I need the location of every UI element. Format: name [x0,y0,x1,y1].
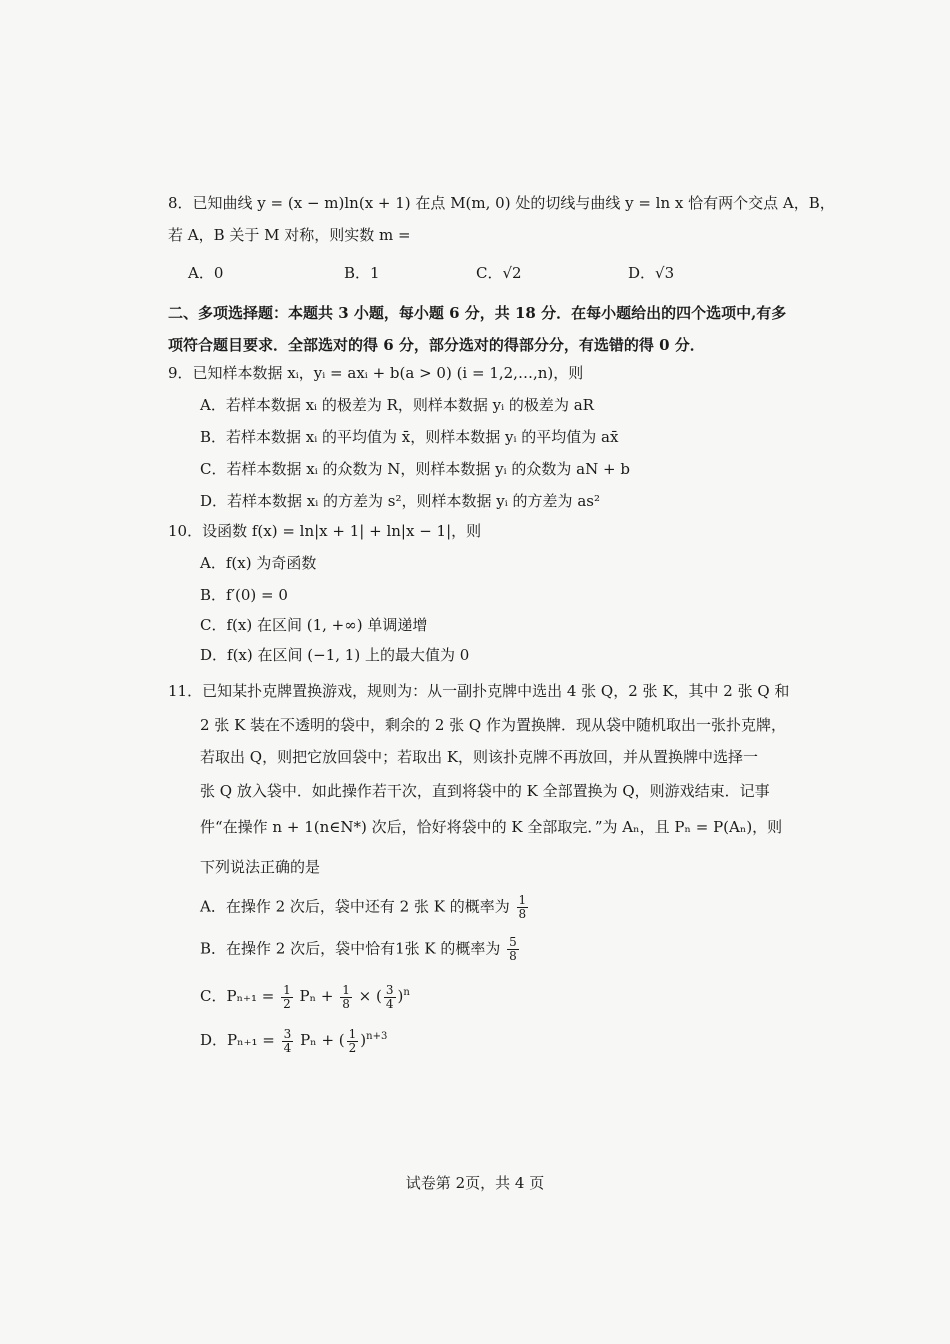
fraction-numerator: 1 [348,1026,357,1041]
q8-option-a: A．0 [188,264,224,282]
q11-option-d-lhs: D．Pₙ₊₁ = [200,1031,275,1049]
q8-stem-line2: 若 A，B 关于 M 对称，则实数 m = [168,226,411,244]
q11-option-c-fraction-1 [281,984,293,1011]
q11-option-d-exponent: n+3 [366,1031,388,1042]
q11-stem-line1: 11．已知某扑克牌置换游戏，规则为：从一副扑克牌中选出 4 张 Q，2 张 K，其中 2 张 Q 和 [168,682,790,700]
q9-option-c: C．若样本数据 xᵢ 的众数为 N，则样本数据 yᵢ 的众数为 aN + b [200,460,630,478]
q11-stem-line3: 若取出 Q，则把它放回袋中；若取出 K，则该扑克牌不再放回，并从置换牌中选择一 [200,748,759,766]
q9-stem: 9．已知样本数据 xᵢ，yᵢ = axᵢ + b(a > 0) (i = 1,2,…,n)，则 [168,364,584,382]
q9-option-a: A．若样本数据 xᵢ 的极差为 R，则样本数据 yᵢ 的极差为 aR [200,396,594,414]
q11-option-c-fraction-3 [384,984,396,1011]
q9-option-b: B．若样本数据 xᵢ 的平均值为 x̄，则样本数据 yᵢ 的平均值为 ax̄ [200,428,619,446]
fraction-denominator: 2 [348,1040,357,1055]
fraction-numerator: 3 [385,982,394,997]
fraction-numerator: 5 [509,935,517,949]
q11-stem-line6: 下列说法正确的是 [200,858,321,876]
q11-stem-line4: 张 Q 放入袋中．如此操作若干次，直到将袋中的 K 全部置换为 Q，则游戏结束．记事 [200,782,770,800]
q8-option-b: B．1 [344,264,380,282]
q11-stem-line2: 2 张 K 装在不透明的袋中，剩余的 2 张 Q 作为置换牌．现从袋中随机取出一张扑克牌， [200,716,786,734]
q10-option-c: C．f(x) 在区间 (1, +∞) 单调递增 [200,616,428,634]
q11-option-c-times: × ( [358,987,382,1005]
fraction-numerator: 1 [283,982,291,997]
fraction-denominator: 8 [509,949,517,963]
q11-option-a-fraction [517,894,529,921]
q8-option-d: D．√3 [628,264,675,282]
q11-option-c-lhs: C．Pₙ₊₁ = [200,987,275,1005]
q11-option-d-mid: Pₙ + ( [300,1031,345,1049]
q11-option-d-fraction-2 [347,1028,359,1055]
q11-option-c-mid: Pₙ + [299,987,334,1005]
q8-stem-line1: 8．已知曲线 y = (x − m)ln(x + 1) 在点 M(m, 0) 处的切线与曲线 y = ln x 恰有两个交点 A，B， [168,194,835,212]
fraction-denominator: 4 [283,1040,292,1055]
q11-stem-line5: 件“在操作 n + 1(n∈N*) 次后，恰好将袋中的 K 全部取完．”为 Aₙ，且 Pₙ = P(Aₙ)，则 [200,818,783,836]
q10-stem: 10．设函数 f(x) = ln|x + 1| + ln|x − 1|，则 [168,522,482,540]
q11-option-c-exponent: n [403,987,410,998]
q11-option-a [200,894,530,921]
q11-option-b-fraction [507,936,519,963]
q10-option-d: D．f(x) 在区间 (−1, 1) 上的最大值为 0 [200,646,470,664]
fraction-denominator: 8 [518,907,527,921]
q11-option-b-text: B．在操作 2 次后，袋中恰有1张 K 的概率为 [200,939,501,958]
section2-heading-line2: 项符合题目要求．全部选对的得 6 分，部分选对的得部分分，有选错的得 0 分． [168,336,705,354]
q11-option-a-text: A．在操作 2 次后，袋中还有 2 张 K 的概率为 [200,897,510,916]
q10-option-b: B．f′(0) = 0 [200,586,288,604]
q9-option-d: D．若样本数据 xᵢ 的方差为 s²，则样本数据 yᵢ 的方差为 as² [200,492,600,510]
fraction-numerator: 3 [283,1026,292,1041]
q11-option-d-fraction-1 [282,1028,294,1055]
q11-option-d [200,1026,387,1055]
fraction-numerator: 1 [518,893,527,907]
q10-option-a: A．f(x) 为奇函数 [200,554,317,572]
section2-heading-line1: 二、多项选择题：本题共 3 小题，每小题 6 分，共 18 分．在每小题给出的四个选项中,有多 [168,304,787,322]
q11-option-c [200,982,410,1011]
fraction-numerator: 1 [342,982,350,997]
q11-option-b [200,936,521,963]
fraction-denominator: 8 [342,996,350,1011]
q11-option-c-close: ) [397,987,404,1005]
q11-option-d-close: ) [360,1031,367,1049]
page-footer: 试卷第 2页，共 4 页 [405,1174,545,1192]
fraction-denominator: 4 [385,996,394,1011]
q11-option-c-fraction-2 [340,984,352,1011]
q8-option-c: C．√2 [476,264,522,282]
fraction-denominator: 2 [283,996,291,1011]
